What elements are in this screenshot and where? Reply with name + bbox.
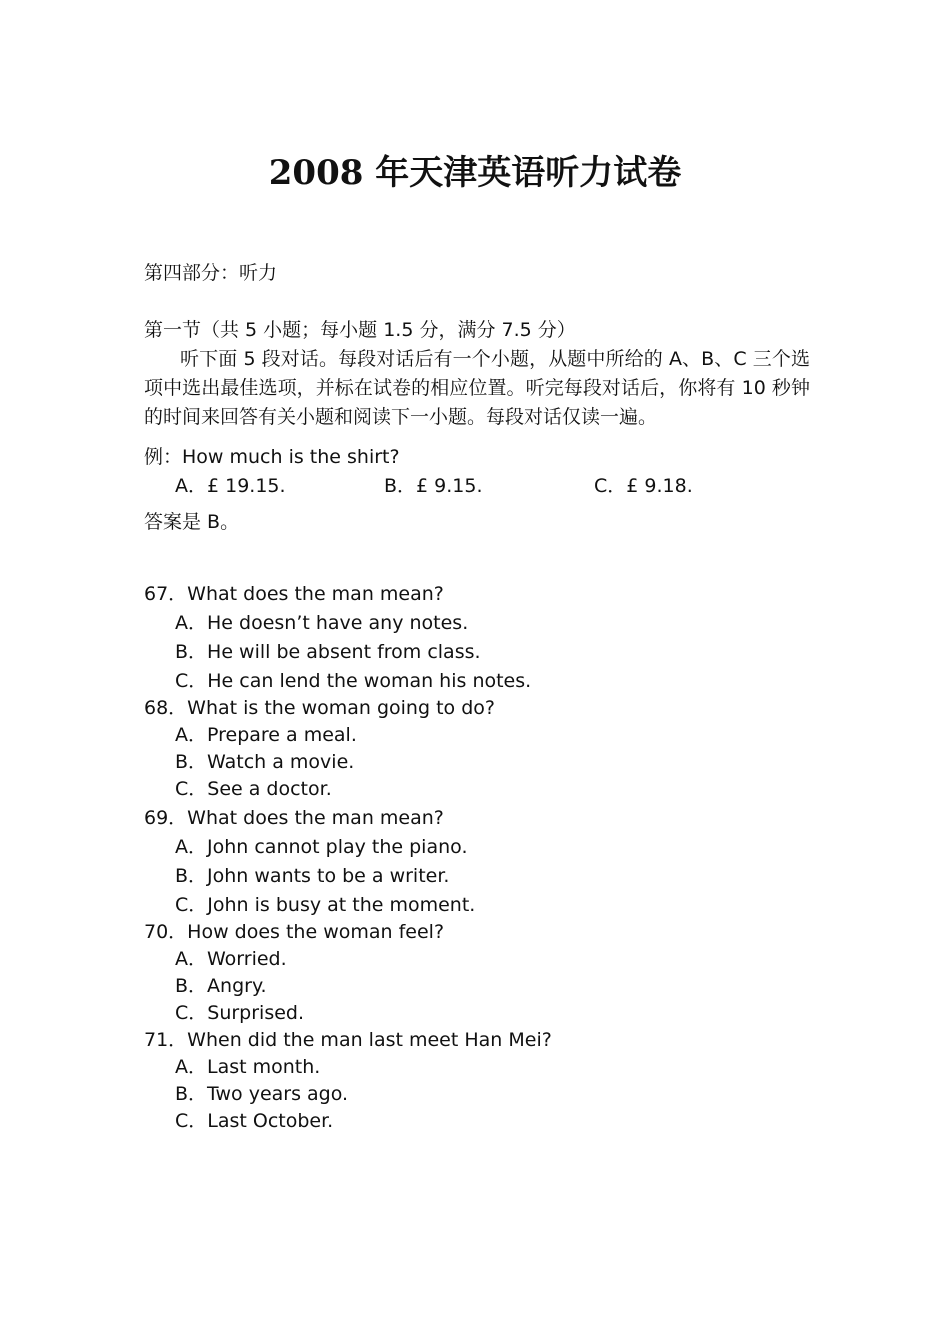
question-69-option-b: B．John wants to be a writer. [175,865,450,887]
instructions-paragraph: 听下面 5 段对话。每段对话后有一个小题，从题中所给的 A、B、C 三个选项中选出最佳选项，并标在试卷的相应位置。听完每段对话后，你将有 10 秒钟的时间来回答有关小题和阅读下一小题。每段对话仅读一遍。 [144,348,810,428]
example-option-a: A．£ 19.15. [175,475,286,497]
question-70-option-c: C．Surprised. [175,1002,305,1024]
question-67-option-c: C．He can lend the woman his notes. [175,670,532,692]
question-67-option-b: B．He will be absent from class. [175,641,481,663]
question-67-stem: 67．What does the man mean? [144,583,444,605]
example-option-b: B．£ 9.15. [384,475,483,497]
section-heading: 第一节（共 5 小题；每小题 1.5 分，满分 7.5 分） [144,319,576,341]
question-68-option-c: C．See a doctor. [175,778,332,800]
question-69-option-c: C．John is busy at the moment. [175,894,476,916]
question-71-option-b: B．Two years ago. [175,1083,349,1105]
question-71-stem: 71．When did the man last meet Han Mei? [144,1029,552,1051]
question-68-stem: 68．What is the woman going to do? [144,697,495,719]
question-67-option-a: A．He doesn’t have any notes. [175,612,469,634]
question-69-option-a: A．John cannot play the piano. [175,836,468,858]
question-70-option-a: A．Worried. [175,948,287,970]
question-68-option-b: B．Watch a movie. [175,751,355,773]
part-heading: 第四部分：听力 [144,262,278,284]
example-option-c: C．£ 9.18. [594,475,693,497]
example-answer: 答案是 B。 [144,511,240,533]
example-question: 例：How much is the shirt? [144,446,400,468]
question-71-option-a: A．Last month. [175,1056,321,1078]
question-70-stem: 70．How does the woman feel? [144,921,445,943]
question-70-option-b: B．Angry. [175,975,267,997]
question-69-stem: 69．What does the man mean? [144,807,444,829]
page-title: 2008 年天津英语听力试卷 [268,153,682,193]
question-71-option-c: C．Last October. [175,1110,334,1132]
question-68-option-a: A．Prepare a meal. [175,724,357,746]
